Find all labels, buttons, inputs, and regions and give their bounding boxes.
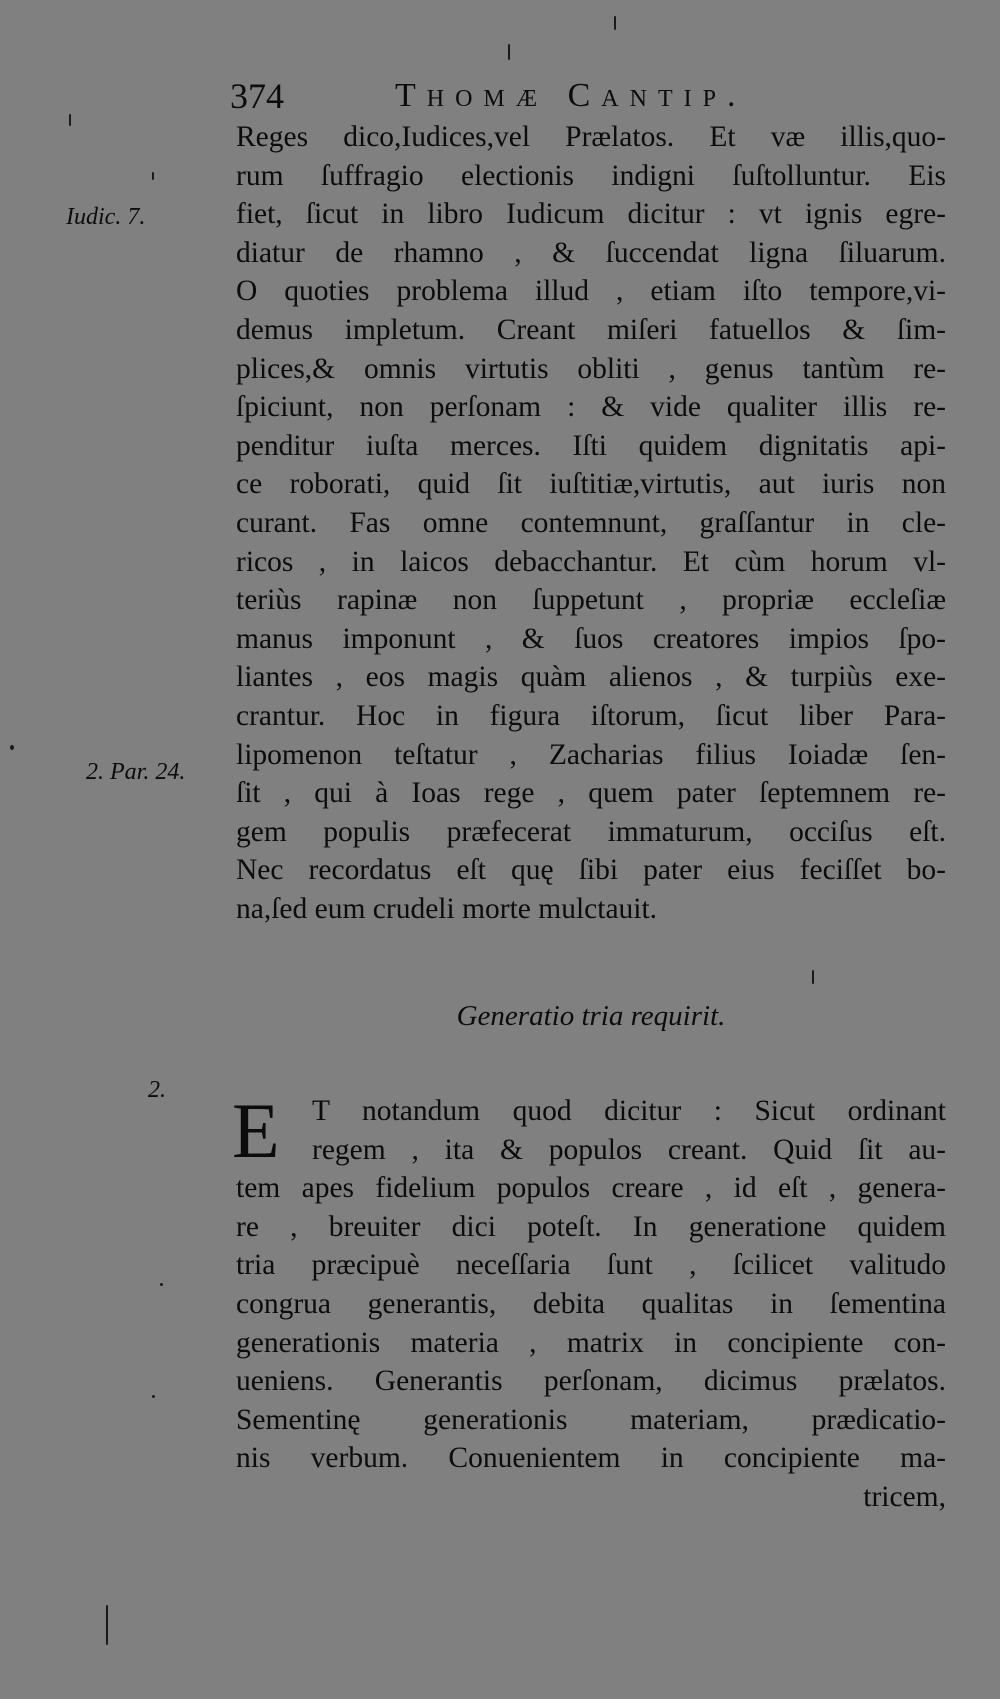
text-line: plices,& omnis virtutis obliti , genus tantùm re- (236, 352, 946, 385)
scan-speck (812, 970, 814, 984)
section-heading: Generatio tria requirit. (456, 1000, 726, 1032)
scan-speck (152, 1395, 155, 1398)
text-line: manus imponunt , & ſuos creatores impios ſpo- (236, 622, 946, 655)
text-line: na,ſed eum crudeli morte mulctauit. (236, 892, 658, 925)
margin-note-paralipomenon: 2. Par. 24. (86, 759, 186, 785)
scan-speck (10, 745, 14, 750)
text-line: re , breuiter dici poteſt. In generatione quidem (236, 1210, 946, 1243)
scan-speck (152, 172, 154, 180)
text-line: lipomenon teſtatur , Zacharias filius Ioiadæ ſen- (236, 738, 946, 771)
margin-note-section-number: 2. (148, 1077, 166, 1103)
text-line: ueniens. Generantis perſonam, dicimus prælatos. (236, 1365, 946, 1398)
text-line: Nec recordatus eſt quę ſibi pater eius feciſſet bo- (236, 854, 946, 887)
text-line: gem populis præfecerat immaturum, occiſus eſt. (236, 815, 946, 848)
text-line: tem apes fidelium populos creare , id eſt , genera- (236, 1172, 946, 1205)
scan-speck (69, 114, 71, 126)
scan-speck (508, 44, 510, 60)
text-line: congrua generantis, debita qualitas in ſementina (236, 1287, 946, 1320)
margin-note-iudic: Iudic. 7. (66, 204, 146, 230)
scan-speck (160, 1283, 163, 1286)
text-line: Reges dico,Iudices,vel Prælatos. Et væ illis,quo- (236, 121, 946, 153)
page-number: 374 (230, 76, 284, 116)
text-line: nis verbum. Conuenientem in concipiente ma- (236, 1442, 946, 1475)
paragraph-2 (232, 1087, 946, 1517)
text-line: diatur de rhamno , & ſuccendat ligna ſiluarum. (236, 236, 946, 269)
page-header (230, 72, 950, 120)
text-line: T notandum quod dicitur : Sicut ordinant (312, 1095, 946, 1127)
text-line: O quoties problema illud , etiam iſto tempore,vi- (236, 275, 946, 308)
text-line: generationis materia , matrix in concipiente con- (236, 1326, 946, 1359)
text-line: fiet, ſicut in libro Iudicum dicitur : vt ignis egre- (236, 198, 946, 231)
text-line: liantes , eos magis quàm alienos , & turpiùs exe- (236, 661, 946, 694)
text-line: ſit , qui à Ioas rege , quem pater ſeptemnem re- (236, 777, 946, 810)
scan-speck (106, 1605, 108, 1645)
text-line: curant. Fas omne contemnunt, graſſantur in cle- (236, 506, 946, 539)
text-line: tria præcipuè neceſſaria ſunt , ſcilicet valitudo (236, 1249, 946, 1282)
text-line: ſpiciunt, non perſonam : & vide qualiter illis re- (236, 391, 946, 424)
text-line: rum ſuffragio electionis indigni ſuſtolluntur. Eis (236, 159, 946, 192)
running-head: Thomæ Cantip. (395, 77, 747, 114)
text-line: crantur. Hoc in figura iſtorum, ſicut liber Para- (236, 699, 946, 732)
paragraph-1 (236, 118, 946, 928)
text-line: regem , ita & populos creant. Quid ſit au- (312, 1133, 946, 1166)
catchword: tricem, (863, 1480, 946, 1513)
text-line: Sementinę generationis materiam, prædicatio- (236, 1403, 946, 1436)
text-line: teriùs rapinæ non ſuppetunt , propriæ eccleſiæ (236, 584, 946, 617)
text-line: ricos , in laicos debacchantur. Et cùm horum vl- (236, 545, 946, 578)
text-line: penditur iuſta merces. Iſti quidem dignitatis api- (236, 429, 946, 462)
drop-cap: E (232, 1087, 280, 1174)
text-line: demus impletum. Creant miſeri fatuellos & ſim- (236, 313, 946, 346)
scan-speck (614, 16, 616, 30)
text-line: ce roborati, quid ſit iuſtitiæ,virtutis, aut iuris non (236, 468, 946, 501)
